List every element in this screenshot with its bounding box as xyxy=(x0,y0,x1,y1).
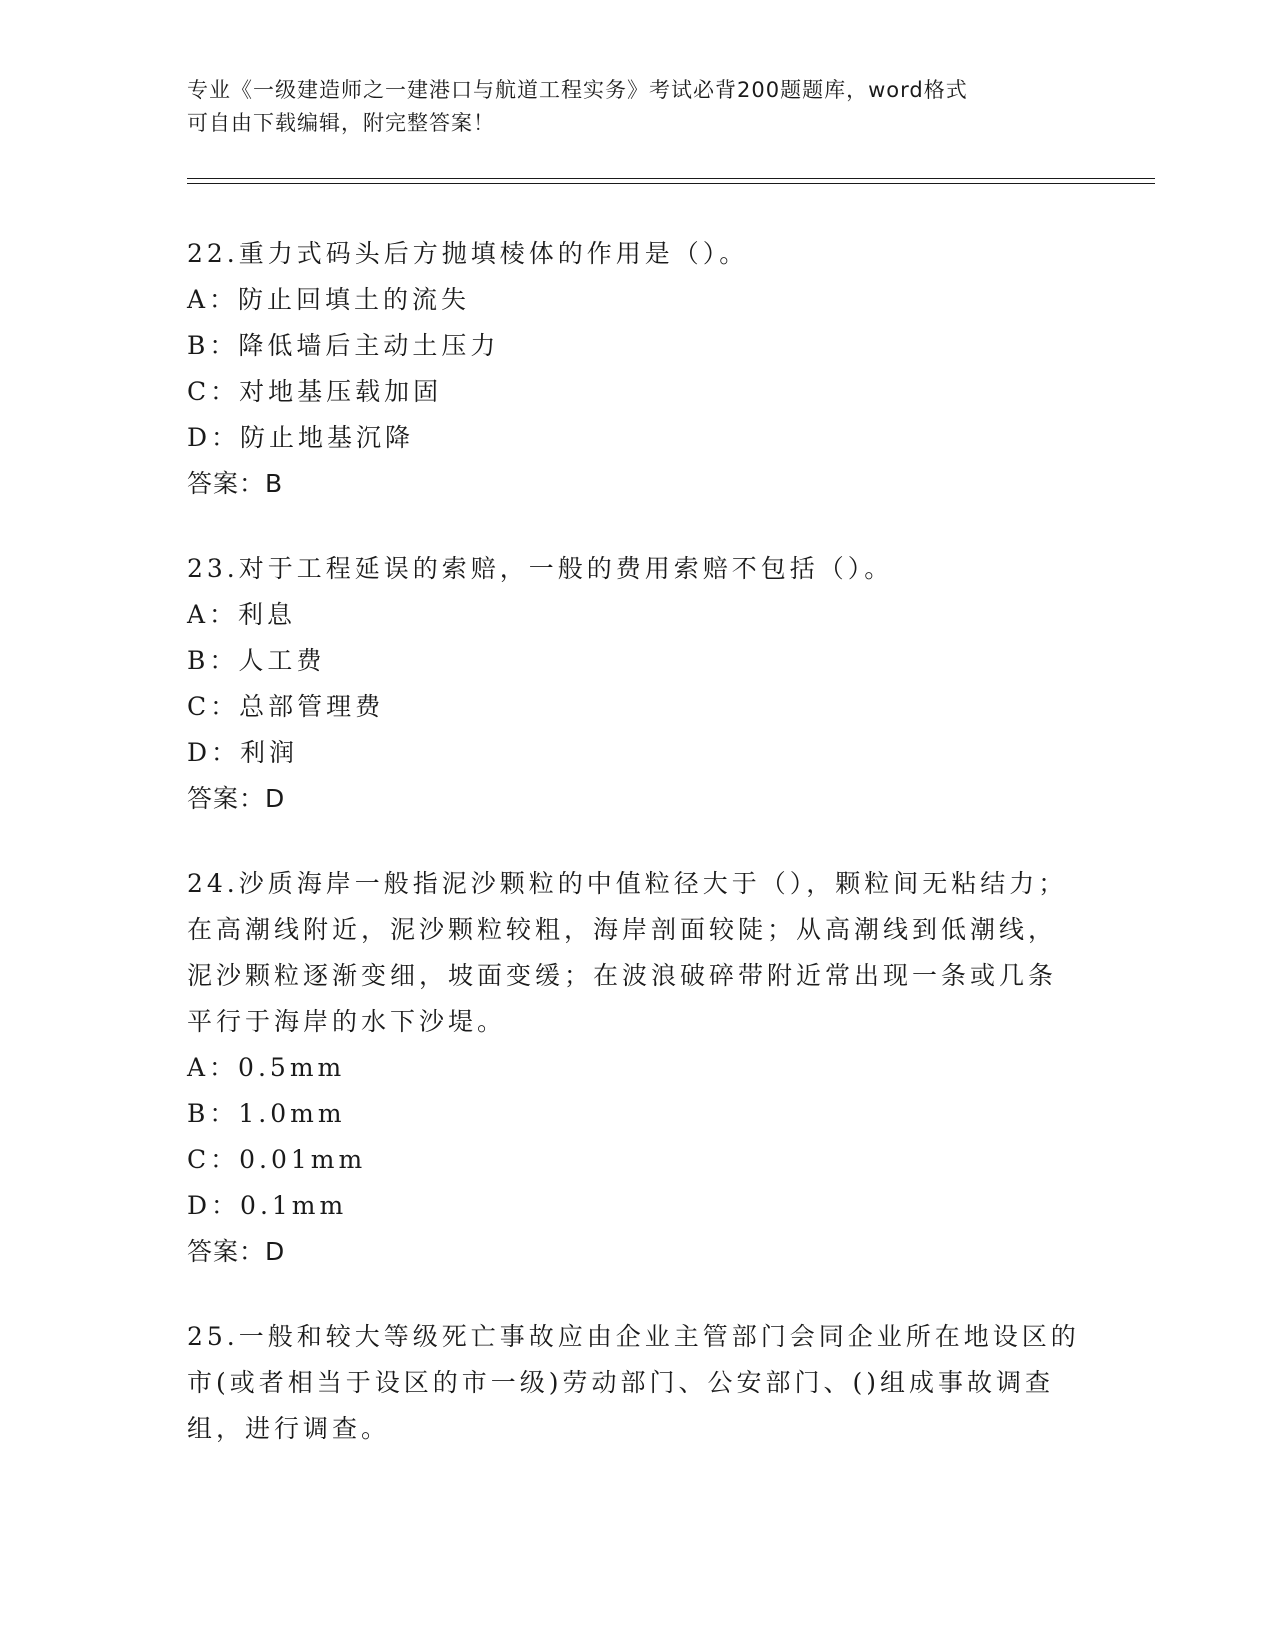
option-c: C：0.01mm xyxy=(187,1145,367,1174)
header-title-line-2: 可自由下载编辑，附完整答案！ xyxy=(187,111,495,135)
question-23 xyxy=(187,546,1087,822)
option-c: C：对地基压载加固 xyxy=(187,377,443,406)
option-d: D：防止地基沉降 xyxy=(187,423,415,452)
question-stem-line-3: 组，进行调查。 xyxy=(187,1414,391,1443)
question-24 xyxy=(187,861,1087,1275)
question-stem: 23.对于工程延误的索赔，一般的费用索赔不包括（）。 xyxy=(187,554,894,583)
question-stem-line-2: 市(或者相当于设区的市一级)劳动部门、公安部门、()组成事故调查 xyxy=(187,1368,1055,1397)
question-stem-line-1: 24.沙质海岸一般指泥沙颗粒的中值粒径大于（），颗粒间无粘结力； xyxy=(187,869,1068,898)
option-a: A：0.5mm xyxy=(187,1053,346,1082)
answer: 答案：D xyxy=(187,1237,286,1266)
option-d: D：利润 xyxy=(187,738,299,767)
question-22 xyxy=(187,231,1087,507)
option-a: A：利息 xyxy=(187,600,297,629)
option-c: C：总部管理费 xyxy=(187,692,385,721)
question-stem: 22.重力式码头后方抛填棱体的作用是（）。 xyxy=(187,239,749,268)
option-a: A：防止回填土的流失 xyxy=(187,285,471,314)
header-double-rule xyxy=(187,178,1155,184)
header-title-line-1: 专业《一级建造师之一建港口与航道工程实务》考试必背200题题库，word格式 xyxy=(187,78,968,102)
question-list xyxy=(187,231,1087,1491)
option-b: B：1.0mm xyxy=(187,1099,346,1128)
document-header xyxy=(187,74,1067,140)
option-b: B：人工费 xyxy=(187,646,326,675)
question-stem-line-1: 25.一般和较大等级死亡事故应由企业主管部门会同企业所在地设区的 xyxy=(187,1322,1080,1351)
answer: 答案：D xyxy=(187,784,286,813)
question-stem-line-4: 平行于海岸的水下沙堤。 xyxy=(187,1007,507,1036)
answer: 答案：B xyxy=(187,469,284,498)
question-25 xyxy=(187,1314,1087,1452)
question-stem-line-3: 泥沙颗粒逐渐变细，坡面变缓；在波浪破碎带附近常出现一条或几条 xyxy=(187,961,1058,990)
option-b: B：降低墙后主动土压力 xyxy=(187,331,500,360)
option-d: D：0.1mm xyxy=(187,1191,348,1220)
question-stem-line-2: 在高潮线附近，泥沙颗粒较粗，海岸剖面较陡；从高潮线到低潮线， xyxy=(187,915,1058,944)
